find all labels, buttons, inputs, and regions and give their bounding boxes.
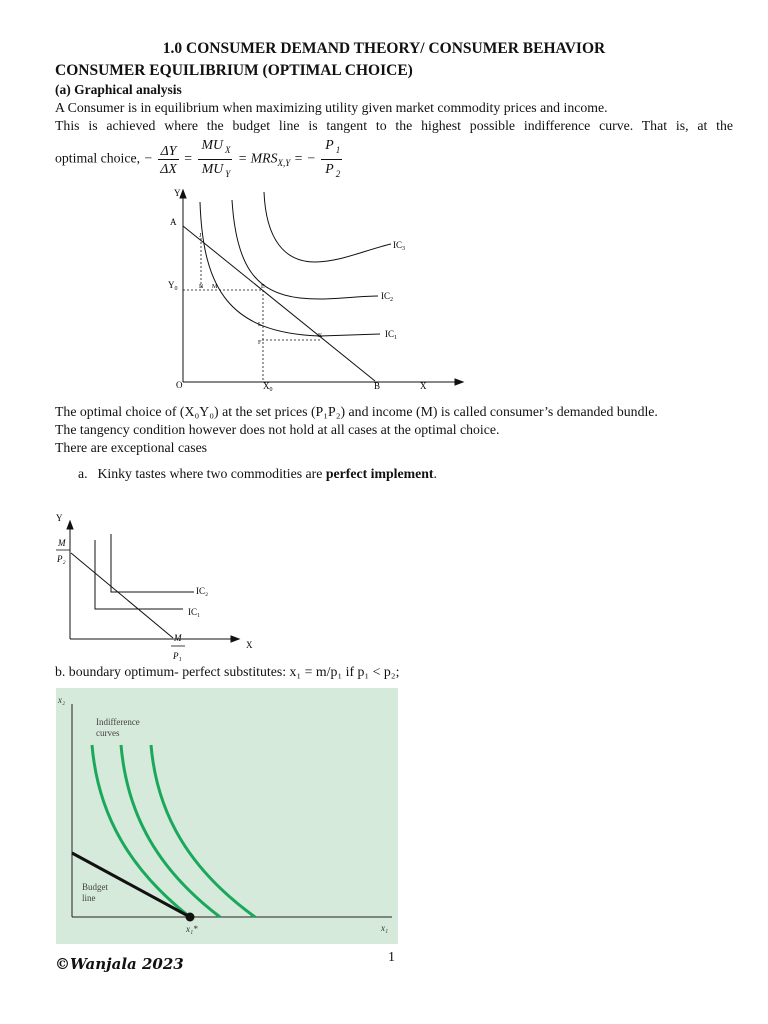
fraction-mux: MU $_X$ [198,136,233,160]
fig1-ic1-label: $IC_1$ [385,329,397,341]
fig1-a-label: A [170,217,177,227]
fig3-x-label: x₁ [381,923,389,933]
fig2-ic1-label: IC₁ [188,607,201,617]
fig2-y-intercept-num: M [58,538,66,548]
fig1-origin: O [176,380,183,390]
point-k-label: K [318,333,323,339]
list-item-kinky-tastes: a. Kinky tastes where two commodities are perfect implement. [78,466,437,481]
footer-copyright: ©Wanjala 2023 [55,955,184,973]
fig2-x-intercept-num: M [174,633,182,643]
fig3-optimum-label: x₁* [186,924,198,934]
fig1-y0-label: $Y_0$ [168,280,178,292]
point-m-label: M [212,284,218,290]
formula-equals-1: = [184,150,193,166]
page-number: 1 [388,950,395,965]
x-axis-arrow [455,379,463,385]
fig2-x-intercept-den: P₁ [173,651,182,661]
paragraph-tangency-exception: The tangency condition however does not hold at all cases at the optimal choice. [55,422,500,437]
paragraph-equilibrium: A Consumer is in equilibrium when maximizing utility given market commodity prices and income. [55,100,608,115]
indifference-curve-diagram [160,182,480,394]
fig3-budget-label-1: Budget [82,882,108,892]
paragraph-exceptional-cases: There are exceptional cases [55,440,208,455]
fig2-ic2 [111,534,194,592]
optimum-point [186,913,195,922]
list-text-a: Kinky tastes where two commodities are [97,466,326,481]
perfect-substitutes-diagram [56,688,398,944]
point-j-label: J [199,233,202,239]
point-l-label: L [258,322,262,328]
fraction-price-ratio [321,136,342,183]
formula-mrs-sub: X,Y [277,158,291,169]
optimal-choice-formula [55,136,344,179]
point-e-label: E [261,284,265,290]
fig1-x0-label: $X_0$ [263,381,273,393]
ic1-curve [200,202,380,336]
fig2-ic2-label: IC₂ [196,586,209,596]
fig1-ic3-label: $IC_3$ [393,240,405,252]
point-f-label: F [258,340,262,346]
fraction-dx: ΔX [160,160,177,176]
formula-neg: − [143,150,153,166]
formula-mrs: = MRS [237,150,278,166]
fig1-y-label: Y [174,188,181,198]
budget-line [183,226,375,381]
fig3-ic-label-2: curves [96,728,120,738]
fig2-y-intercept-den: P₂ [57,554,66,564]
fig1-ic2-label: $IC_2$ [381,291,393,303]
fig3-budget-label-2: line [82,893,96,903]
ic2-curve [232,200,378,299]
paragraph-tangency: This is achieved where the budget line is tangent to the highest possible indifference curve. That is, at the [55,118,733,133]
formula-prefix: optimal choice, [55,150,141,166]
formula-equals-3: = − [293,150,316,166]
fraction-dy: ΔY [158,142,179,160]
y-axis-arrow [180,190,186,198]
section-title: CONSUMER EQUILIBRIUM (OPTIMAL CHOICE) [55,62,413,79]
fraction-dy-dx [158,142,179,177]
caption-boundary-optimum: b. boundary optimum- perfect substitutes: x₁ = m/p₁ if p₁ < p₂; [55,664,400,679]
fig2-ic1 [95,540,183,609]
fraction-mu [198,136,233,183]
fig3-y-label: x₂ [58,695,66,705]
fraction-muy: MU $_Y$ [201,160,231,179]
paragraph-demanded-bundle: The optimal choice of (X₀Y₀) at the set prices (P₁P₂) and income (M) is called consumer’s demanded bundle. [55,404,658,419]
point-n-label: N [199,284,204,290]
list-bold-a: perfect implement [325,466,434,481]
fig2-budget-line [71,553,173,638]
subheading-graphical-analysis: (a) Graphical analysis [55,82,182,97]
fig1-b-label: B [374,381,381,391]
ic3-curve [264,192,391,262]
fig1-x-label: X [420,381,427,391]
list-marker-a: a. [78,466,88,481]
fraction-p2: P $_2$ [325,160,341,179]
page-title: 1.0 CONSUMER DEMAND THEORY/ CONSUMER BEHAVIOR [162,40,606,57]
fig3-ic-label-1: Indifference [96,717,140,727]
perfect-complements-diagram [52,508,272,666]
fraction-p1: P $_1$ [321,136,342,160]
fig2-x-label: X [246,640,253,650]
fig2-y-label: Y [56,513,63,523]
